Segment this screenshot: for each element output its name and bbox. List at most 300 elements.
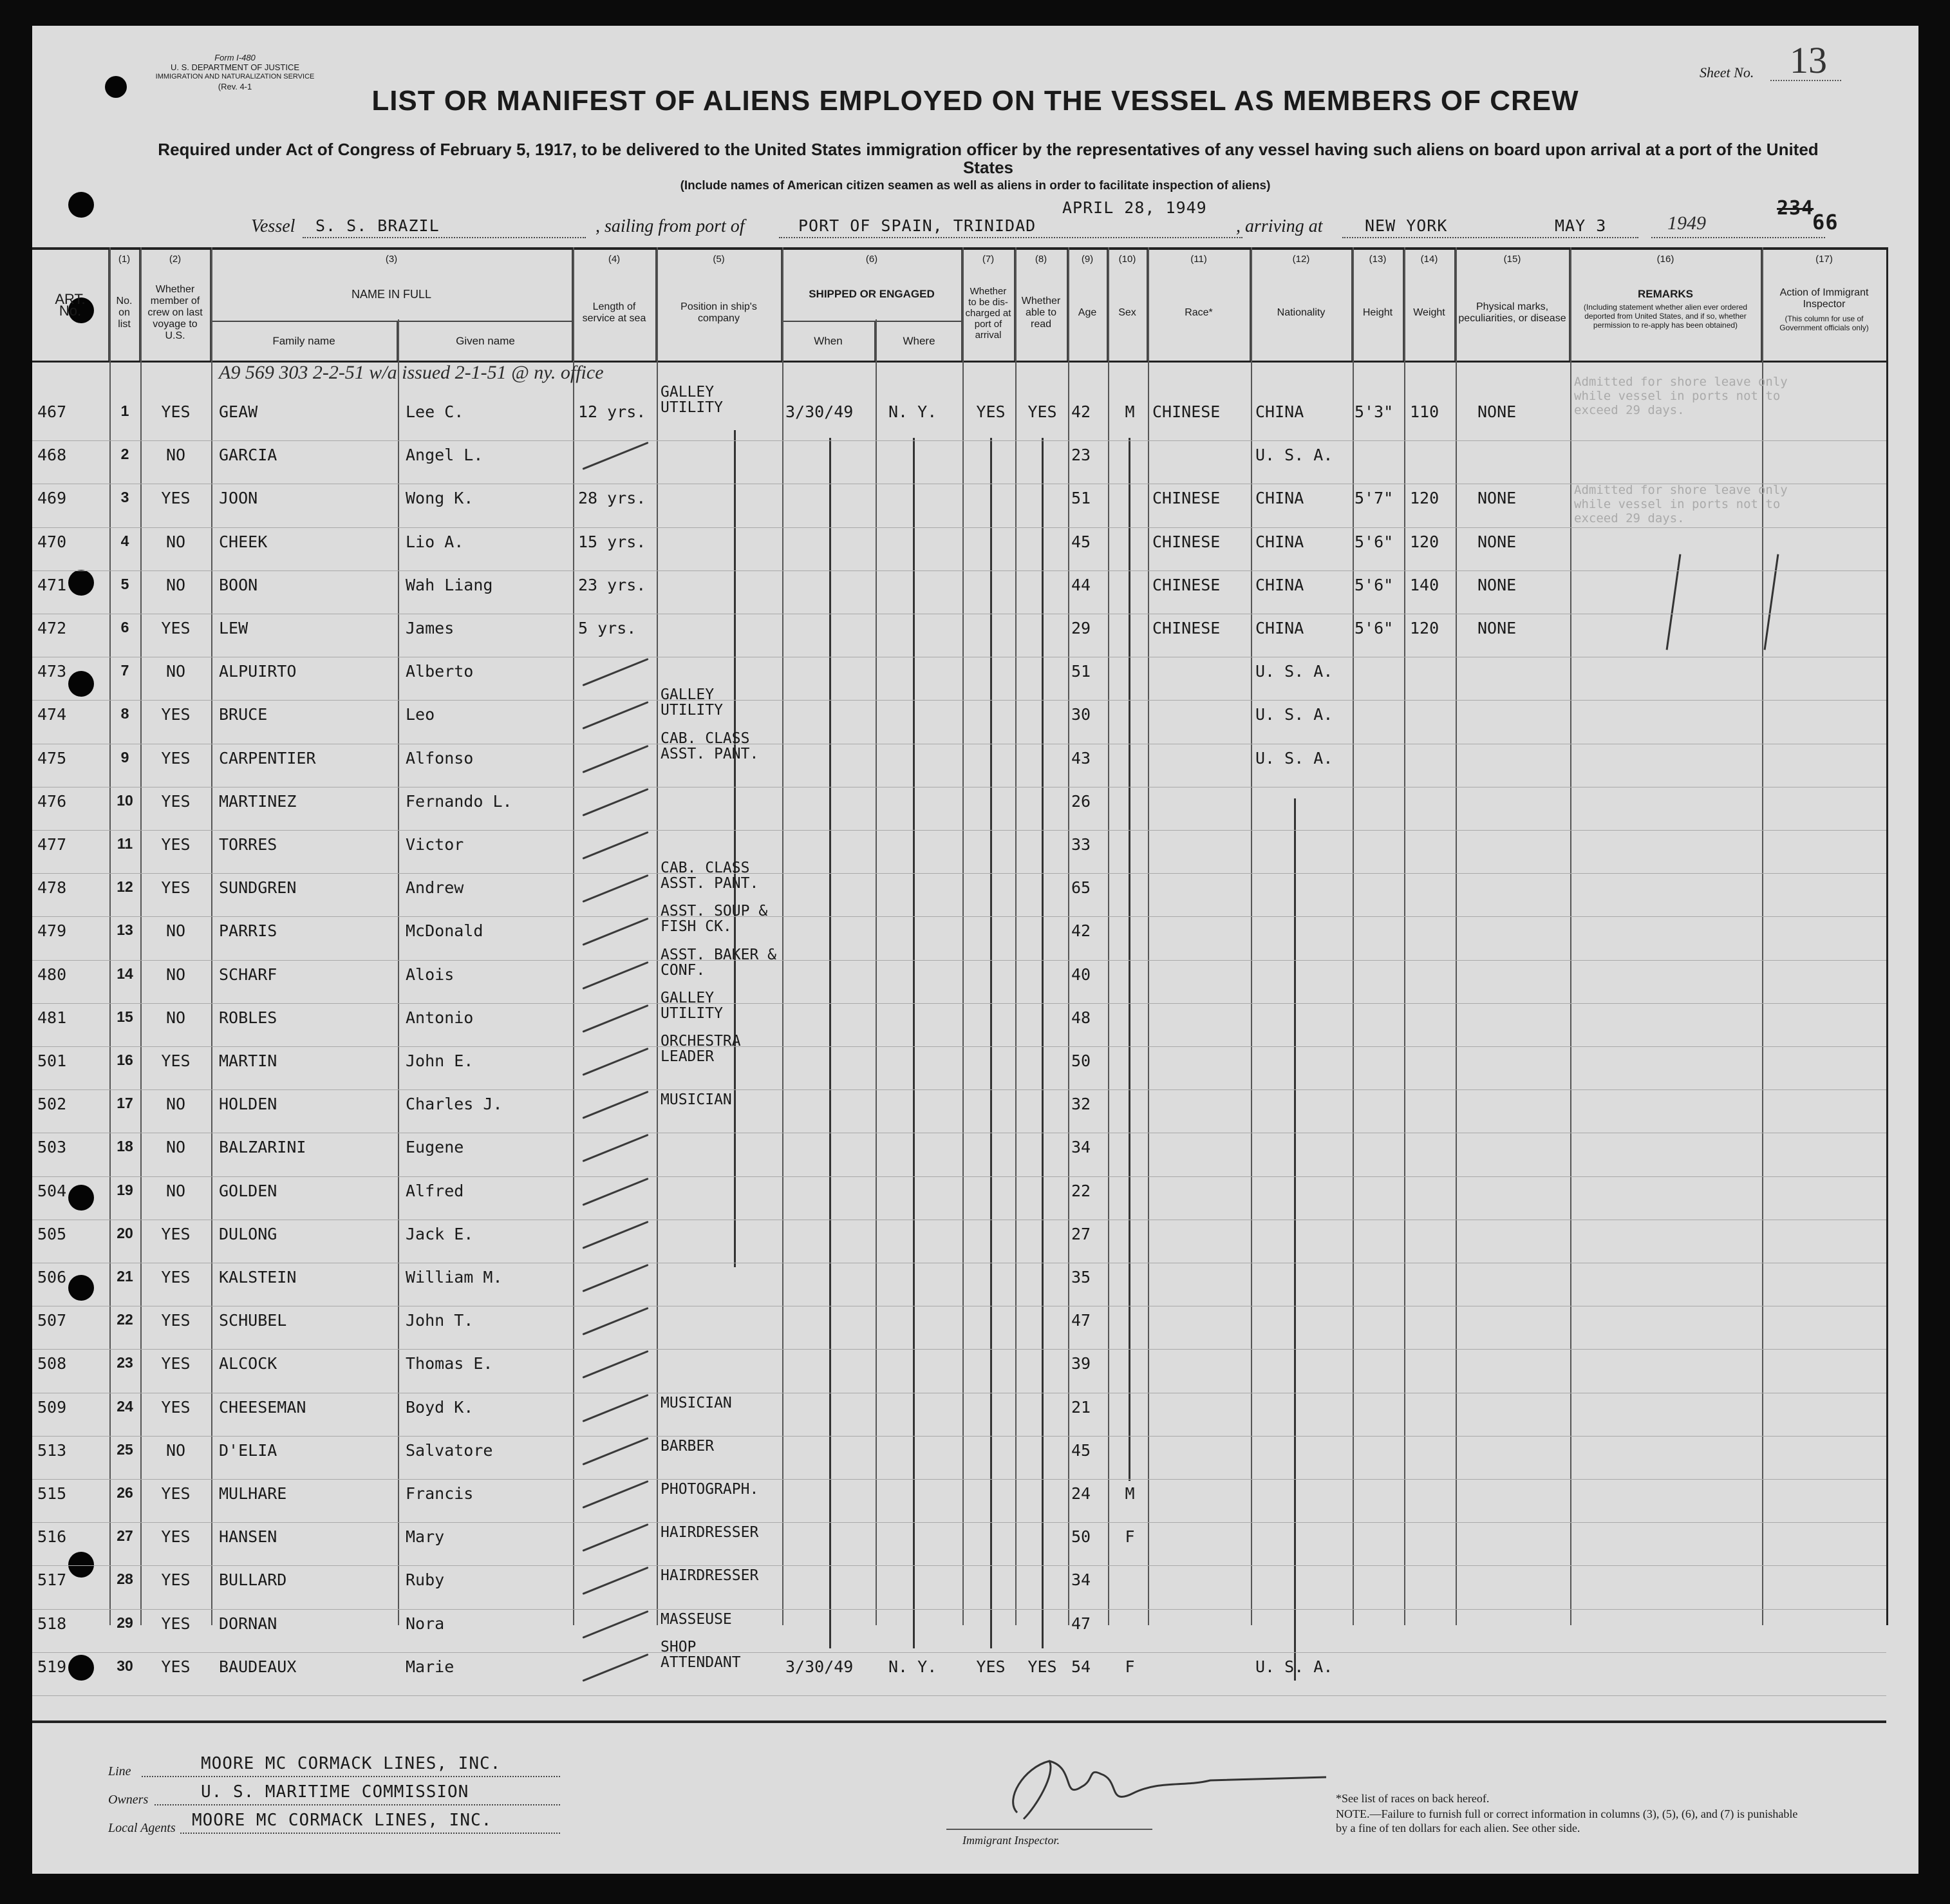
vessel-label: Vessel	[251, 216, 295, 236]
ditto-stroke	[582, 442, 648, 470]
agents-label: Local Agents	[108, 1821, 176, 1835]
cell-height: 5'3"	[1355, 402, 1394, 421]
struck-number: 234	[1777, 197, 1814, 220]
row-rule	[32, 527, 1886, 528]
cell-no: 14	[117, 965, 133, 982]
punch-hole	[68, 192, 94, 218]
arrival-year: 1949	[1667, 212, 1706, 234]
cell-last: YES	[161, 1397, 191, 1417]
header-col-9-label: Age	[1078, 307, 1097, 318]
row-rule	[32, 570, 1886, 571]
ditto-stroke	[582, 744, 648, 773]
required-statement: Required under Act of Congress of February 5, 1917, to be delivered to the United States immigration officer by the representatives of any vessel having such aliens on board upon arrival at a port of the United States	[158, 140, 1819, 177]
col-divider	[1068, 247, 1069, 1625]
cell-no: 7	[120, 662, 129, 679]
ditto-stroke	[582, 1437, 648, 1466]
cell-last: YES	[161, 878, 191, 898]
header-col-4-num: (4)	[608, 254, 621, 265]
ditto-stroke	[582, 1610, 648, 1638]
cell-nationality: CHINA	[1255, 619, 1304, 637]
fine-note	[1336, 1807, 1799, 1835]
cell-nationality: CHINA	[1255, 402, 1304, 421]
line-value: MOORE MC CORMACK LINES, INC.	[201, 1754, 502, 1773]
header-family-name: Family name	[211, 321, 398, 361]
header-given-name: Given name	[398, 321, 573, 361]
col-divider	[657, 247, 658, 1625]
cell-height: 5'7"	[1355, 489, 1394, 508]
owners-label: Owners	[108, 1793, 149, 1807]
cell-position: GALLEY UTILITY	[661, 686, 723, 719]
cell-given: Victor	[406, 835, 464, 854]
note-label: NOTE.	[1336, 1807, 1370, 1820]
cell-sex: F	[1125, 1527, 1135, 1547]
cell-height: 5'6"	[1355, 532, 1394, 551]
cell-race: CHINESE	[1152, 575, 1221, 594]
row-rule	[32, 1695, 1886, 1696]
cell-art: 517	[37, 1570, 67, 1590]
cell-family: BRUCE	[219, 705, 268, 724]
cell-given: Jack E.	[406, 1224, 474, 1243]
cell-given: John T.	[406, 1311, 474, 1330]
cell-art: 519	[37, 1657, 67, 1676]
cell-art: 508	[37, 1354, 67, 1373]
cell-art: 503	[37, 1138, 67, 1157]
cell-last: NO	[165, 446, 186, 465]
col-divider	[782, 247, 783, 1625]
cell-art: 475	[37, 748, 67, 768]
ditto-stroke	[582, 831, 648, 860]
page-title: LIST OR MANIFEST OF ALIENS EMPLOYED ON THE VESSEL AS MEMBERS OF CREW	[371, 85, 1579, 117]
cell-last: NO	[165, 662, 186, 681]
header-col-4	[573, 250, 657, 361]
cell-given: John E.	[406, 1051, 474, 1070]
cell-no: 8	[120, 705, 129, 722]
cell-given: Lio A.	[406, 532, 464, 551]
cell-art: 502	[37, 1095, 67, 1114]
header-col-17-num: (17)	[1815, 254, 1833, 265]
ditto-stroke	[582, 658, 648, 686]
cell-position: BARBER	[661, 1437, 715, 1455]
header-col-11-num: (11)	[1190, 254, 1207, 265]
line-dotline	[142, 1776, 560, 1777]
header-col-4-label: Length of service at sea	[582, 301, 646, 324]
cell-no: 4	[120, 532, 129, 549]
header-col-1	[109, 250, 140, 361]
cell-family: SCHUBEL	[219, 1311, 287, 1330]
cell-position: ASST. SOUP & FISH CK.	[661, 903, 768, 936]
header-col-13-label: Height	[1362, 307, 1393, 318]
cell-service: 15 yrs.	[578, 532, 646, 551]
cell-where: N. Y.	[888, 402, 937, 421]
row-rule	[32, 1522, 1886, 1523]
cell-nationality: U. S. A.	[1255, 748, 1333, 768]
row-rule	[32, 1349, 1886, 1350]
header-col-10	[1108, 250, 1148, 361]
header-col-17-sub: (This column for use of Government officials only)	[1779, 314, 1869, 332]
cell-service: 28 yrs.	[578, 489, 646, 508]
sailing-port: PORT OF SPAIN, TRINIDAD	[798, 216, 1036, 235]
cell-no: 13	[117, 921, 133, 939]
col-divider	[1148, 247, 1149, 1625]
cell-given: Salvatore	[406, 1440, 493, 1460]
cell-art: 471	[37, 575, 67, 594]
cell-age: 22	[1071, 1181, 1091, 1200]
cell-last: NO	[165, 1440, 186, 1460]
cell-art: 516	[37, 1527, 67, 1547]
ditto-mark	[1666, 554, 1682, 650]
cell-family: TORRES	[219, 835, 277, 854]
header-col-1-label: No. on list	[116, 296, 133, 330]
cell-age: 42	[1071, 402, 1091, 421]
row-rule	[32, 916, 1886, 917]
cell-given: Andrew	[406, 878, 464, 898]
header-col-13-num: (13)	[1369, 254, 1387, 265]
cell-family: MARTIN	[219, 1051, 277, 1070]
cell-marks: NONE	[1477, 619, 1517, 637]
arriving-dotline	[1342, 237, 1638, 238]
ditto-stroke	[582, 961, 648, 989]
cell-last: YES	[161, 1051, 191, 1070]
cell-last: YES	[161, 1268, 191, 1287]
header-col-15	[1456, 250, 1570, 361]
header-col-10-num: (10)	[1118, 254, 1136, 265]
cell-art: 477	[37, 835, 67, 854]
cell-age: 40	[1071, 965, 1091, 984]
cell-when: 3/30/49	[785, 1657, 854, 1676]
cell-family: GOLDEN	[219, 1181, 277, 1200]
cell-family: HOLDEN	[219, 1095, 277, 1114]
arrival-date: MAY 3	[1555, 216, 1607, 235]
header-col-14-label: Weight	[1413, 307, 1445, 318]
vessel-dotline	[303, 237, 586, 238]
header-col-12	[1251, 250, 1353, 361]
cell-given: Antonio	[406, 1008, 474, 1027]
row-rule	[32, 960, 1886, 961]
cell-last: NO	[165, 1181, 186, 1200]
sailing-label: , sailing from port of	[595, 216, 745, 236]
cell-last: YES	[161, 1224, 191, 1243]
cell-when: 3/30/49	[785, 402, 854, 421]
cell-age: 23	[1071, 446, 1091, 465]
department: U. S. DEPARTMENT OF JUSTICE	[170, 62, 300, 72]
header-col-12-num: (12)	[1292, 254, 1310, 265]
cell-last: YES	[161, 1657, 191, 1676]
ditto-stroke	[582, 1177, 648, 1205]
ditto-stroke	[582, 1350, 648, 1379]
cell-last: YES	[161, 791, 191, 811]
col-divider	[1456, 247, 1457, 1625]
cell-given: Alfonso	[406, 748, 474, 768]
ditto-mark	[1764, 554, 1779, 650]
cell-art: 472	[37, 619, 67, 637]
cell-family: ALCOCK	[219, 1354, 277, 1373]
cell-read: YES	[1027, 402, 1057, 421]
cell-age: 32	[1071, 1095, 1091, 1114]
cell-art: 478	[37, 878, 67, 898]
cell-family: D'ELIA	[219, 1440, 277, 1460]
cell-age: 45	[1071, 1440, 1091, 1460]
cell-age: 43	[1071, 748, 1091, 768]
col-divider	[1404, 247, 1405, 1625]
cell-weight: 140	[1410, 575, 1439, 594]
header-col-14	[1404, 250, 1456, 361]
vessel-name: S. S. BRAZIL	[315, 216, 440, 235]
cell-position: MUSICIAN	[661, 1091, 732, 1109]
cell-given: Wong K.	[406, 489, 474, 508]
cell-age: 39	[1071, 1354, 1091, 1373]
cell-no: 15	[117, 1008, 133, 1025]
header-col-7-num: (7)	[982, 254, 995, 265]
cell-age: 45	[1071, 532, 1091, 551]
cell-family: BULLARD	[219, 1570, 287, 1590]
cell-last: YES	[161, 1570, 191, 1590]
cell-age: 54	[1071, 1657, 1091, 1676]
cell-no: 2	[120, 446, 129, 463]
cell-art: 515	[37, 1484, 67, 1503]
cell-height: 5'6"	[1355, 575, 1394, 594]
ditto-stroke	[582, 1567, 648, 1595]
cell-given: Eugene	[406, 1138, 464, 1157]
cell-position: GALLEY UTILITY	[661, 989, 723, 1022]
header-col-3-label: NAME IN FULL	[351, 288, 432, 301]
cell-no: 10	[117, 791, 133, 809]
col-divider	[1570, 247, 1571, 1625]
inspector-signature	[979, 1742, 1339, 1832]
cell-family: ROBLES	[219, 1008, 277, 1027]
cell-no: 21	[117, 1268, 133, 1285]
cell-no: 23	[117, 1354, 133, 1371]
header-col-5-label: Position in ship's company	[680, 301, 757, 324]
col-divider	[573, 247, 574, 1625]
cell-position: MUSICIAN	[661, 1394, 732, 1411]
sheet-no-label: Sheet No.	[1700, 64, 1754, 80]
cell-age: 35	[1071, 1268, 1091, 1287]
cell-no: 1	[120, 402, 129, 419]
cell-discharged: YES	[976, 402, 1006, 421]
cell-position: HAIRDRESSER	[661, 1524, 759, 1541]
cell-marks: NONE	[1477, 575, 1517, 594]
cell-no: 25	[117, 1440, 133, 1458]
manifest-sheet	[32, 26, 1918, 1874]
cell-family: CHEESEMAN	[219, 1397, 306, 1417]
footer-rule	[32, 1720, 1886, 1723]
cell-family: SCHARF	[219, 965, 277, 984]
cell-family: DORNAN	[219, 1614, 277, 1633]
cell-given: Nora	[406, 1614, 445, 1633]
cell-family: CHEEK	[219, 532, 268, 551]
ditto-stroke	[582, 1004, 648, 1033]
cell-nationality: CHINA	[1255, 575, 1304, 594]
cell-weight: 120	[1410, 532, 1439, 551]
vessel-line	[219, 197, 1893, 240]
cell-last: YES	[161, 748, 191, 768]
cell-art: 504	[37, 1181, 67, 1200]
cell-given: Thomas E.	[406, 1354, 493, 1373]
cell-position: CAB. CLASS ASST. PANT.	[661, 860, 759, 892]
cell-last: YES	[161, 619, 191, 637]
header-col-5-num: (5)	[713, 254, 725, 265]
cell-position: ASST. BAKER & CONF.	[661, 946, 777, 979]
cell-given: Mary	[406, 1527, 445, 1547]
row-rule	[32, 1003, 1886, 1004]
cell-family: SUNDGREN	[219, 878, 297, 898]
sailing-date: APRIL 28, 1949	[1062, 198, 1207, 217]
sheet-no-value: 13	[1790, 39, 1827, 81]
cell-position: GALLEY UTILITY	[661, 384, 723, 416]
cell-family: MULHARE	[219, 1484, 287, 1503]
header-art-no-label: ART. No.	[55, 291, 86, 319]
row-rule	[32, 440, 1886, 441]
faint-stamp-remark: Admitted for shore leave only while vessel in ports not to exceed 29 days.	[1574, 375, 1788, 417]
cell-age: 47	[1071, 1614, 1091, 1633]
header-col-8-label: Whether able to read	[1021, 296, 1061, 330]
ditto-stroke	[582, 1264, 648, 1292]
cell-marks: NONE	[1477, 489, 1517, 508]
header-col-12-label: Nationality	[1277, 307, 1326, 318]
cell-no: 20	[117, 1224, 133, 1241]
header-col-16-sub: (Including statement whether alien ever ordered deported from United States, and if so, whether permission to re-apply has been obtained)	[1583, 303, 1748, 330]
cell-age: 27	[1071, 1224, 1091, 1243]
header-col-1-num: (1)	[118, 254, 131, 265]
row-rule	[32, 1436, 1886, 1437]
cell-given: Ruby	[406, 1570, 445, 1590]
ditto-stroke	[582, 1480, 648, 1509]
cell-art: 470	[37, 532, 67, 551]
cell-weight: 110	[1410, 402, 1439, 421]
cell-no: 6	[120, 619, 129, 636]
cell-nationality: U. S. A.	[1255, 662, 1333, 681]
header-col-6-label: SHIPPED OR ENGAGED	[809, 288, 935, 300]
row-rule	[32, 1652, 1886, 1653]
ditto-stroke	[582, 1523, 648, 1552]
cell-service: 5 yrs.	[578, 619, 637, 637]
cell-art: 469	[37, 489, 67, 508]
header-col-9	[1068, 250, 1108, 361]
cell-age: 50	[1071, 1051, 1091, 1070]
cell-last: YES	[161, 489, 191, 508]
cell-art: 501	[37, 1051, 67, 1070]
cell-no: 28	[117, 1570, 133, 1588]
note-text: —Failure to furnish full or correct information in columns (3), (5), (6), and (7) is punishable by a fine of ten dollars for each alien. See other side.	[1336, 1807, 1798, 1834]
ditto-stroke	[582, 1654, 648, 1682]
header-col-2-label: Whether member of crew on last voyage to U.S.	[147, 284, 203, 341]
cell-no: 16	[117, 1051, 133, 1068]
header-col-17-label: Action of Immigrant Inspector	[1779, 287, 1869, 310]
cell-art: 479	[37, 921, 67, 941]
cell-weight: 120	[1410, 489, 1439, 508]
cell-family: LEW	[219, 619, 248, 637]
include-note: (Include names of American citizen seamen as well as aliens in order to facilitate inspection of aliens)	[680, 179, 1271, 193]
table-header	[32, 247, 1886, 363]
cell-no: 26	[117, 1484, 133, 1501]
ditto-mark	[829, 438, 831, 1648]
cell-last: YES	[161, 1354, 191, 1373]
ditto-mark	[990, 438, 992, 1648]
cell-family: JOON	[219, 489, 258, 508]
cell-marks: NONE	[1477, 402, 1517, 421]
cell-art: 506	[37, 1268, 67, 1287]
col-divider	[211, 247, 212, 1625]
header-col-9-num: (9)	[1081, 254, 1094, 265]
header-col-14-num: (14)	[1420, 254, 1438, 265]
owners-value: U. S. MARITIME COMMISSION	[201, 1782, 469, 1802]
ditto-mark	[1294, 798, 1296, 1681]
cell-read: YES	[1027, 1657, 1057, 1676]
cell-no: 5	[120, 575, 129, 592]
cell-last: NO	[165, 1008, 186, 1027]
cell-family: BAUDEAUX	[219, 1657, 297, 1676]
ditto-stroke	[582, 1048, 648, 1076]
cell-position: ORCHESTRA LEADER	[661, 1033, 741, 1065]
header-col-5	[657, 250, 782, 361]
cell-given: Marie	[406, 1657, 455, 1676]
col-divider	[1251, 247, 1252, 1625]
row-rule	[32, 1479, 1886, 1480]
cell-no: 27	[117, 1527, 133, 1545]
header-col-15-num: (15)	[1503, 254, 1521, 265]
arrival-date-dotline	[1651, 237, 1825, 238]
cell-race: CHINESE	[1152, 532, 1221, 551]
header-col-13	[1353, 250, 1404, 361]
cell-family: MARTINEZ	[219, 791, 297, 811]
cell-nationality: CHINA	[1255, 532, 1304, 551]
ditto-stroke	[582, 1091, 648, 1119]
cell-no: 12	[117, 878, 133, 896]
cell-art: 518	[37, 1614, 67, 1633]
cell-age: 29	[1071, 619, 1091, 637]
cell-art: 468	[37, 446, 67, 465]
row-rule	[32, 700, 1886, 701]
service-name: IMMIGRATION AND NATURALIZATION SERVICE	[155, 73, 315, 80]
col-divider	[876, 319, 877, 1625]
cell-sex: M	[1125, 1484, 1135, 1503]
header-col-16	[1570, 250, 1762, 361]
header-col-7	[962, 250, 1015, 361]
sheet-no-line	[1770, 80, 1841, 81]
cell-age: 65	[1071, 878, 1091, 898]
col-divider	[1353, 247, 1354, 1625]
cell-family: PARRIS	[219, 921, 277, 941]
page-number: 66	[1812, 210, 1839, 234]
header-col-2	[140, 250, 211, 361]
cell-nationality: U. S. A.	[1255, 1657, 1333, 1676]
cell-position: PHOTOGRAPH.	[661, 1481, 759, 1498]
col-divider	[1015, 247, 1017, 1625]
line-label: Line	[108, 1764, 131, 1778]
cell-age: 51	[1071, 489, 1091, 508]
header-where: Where	[876, 321, 962, 361]
cell-marks: NONE	[1477, 532, 1517, 551]
cell-age: 48	[1071, 1008, 1091, 1027]
cell-given: Angel L.	[406, 446, 483, 465]
cell-nationality: U. S. A.	[1255, 446, 1333, 465]
cell-given: William M.	[406, 1268, 503, 1287]
cell-position: MASSEUSE	[661, 1610, 732, 1628]
cell-nationality: U. S. A.	[1255, 705, 1333, 724]
cell-no: 30	[117, 1657, 133, 1674]
cell-where: N. Y.	[888, 1657, 937, 1676]
cell-given: Alfred	[406, 1181, 464, 1200]
header-col-16-label: REMARKS	[1638, 288, 1693, 300]
cell-art: 481	[37, 1008, 67, 1027]
row-rule	[32, 1089, 1886, 1090]
cell-no: 22	[117, 1311, 133, 1328]
cell-position: HAIRDRESSER	[661, 1567, 759, 1585]
header-col-6	[782, 250, 962, 361]
cell-age: 30	[1071, 705, 1091, 724]
cell-family: CARPENTIER	[219, 748, 316, 768]
cell-last: NO	[165, 921, 186, 941]
